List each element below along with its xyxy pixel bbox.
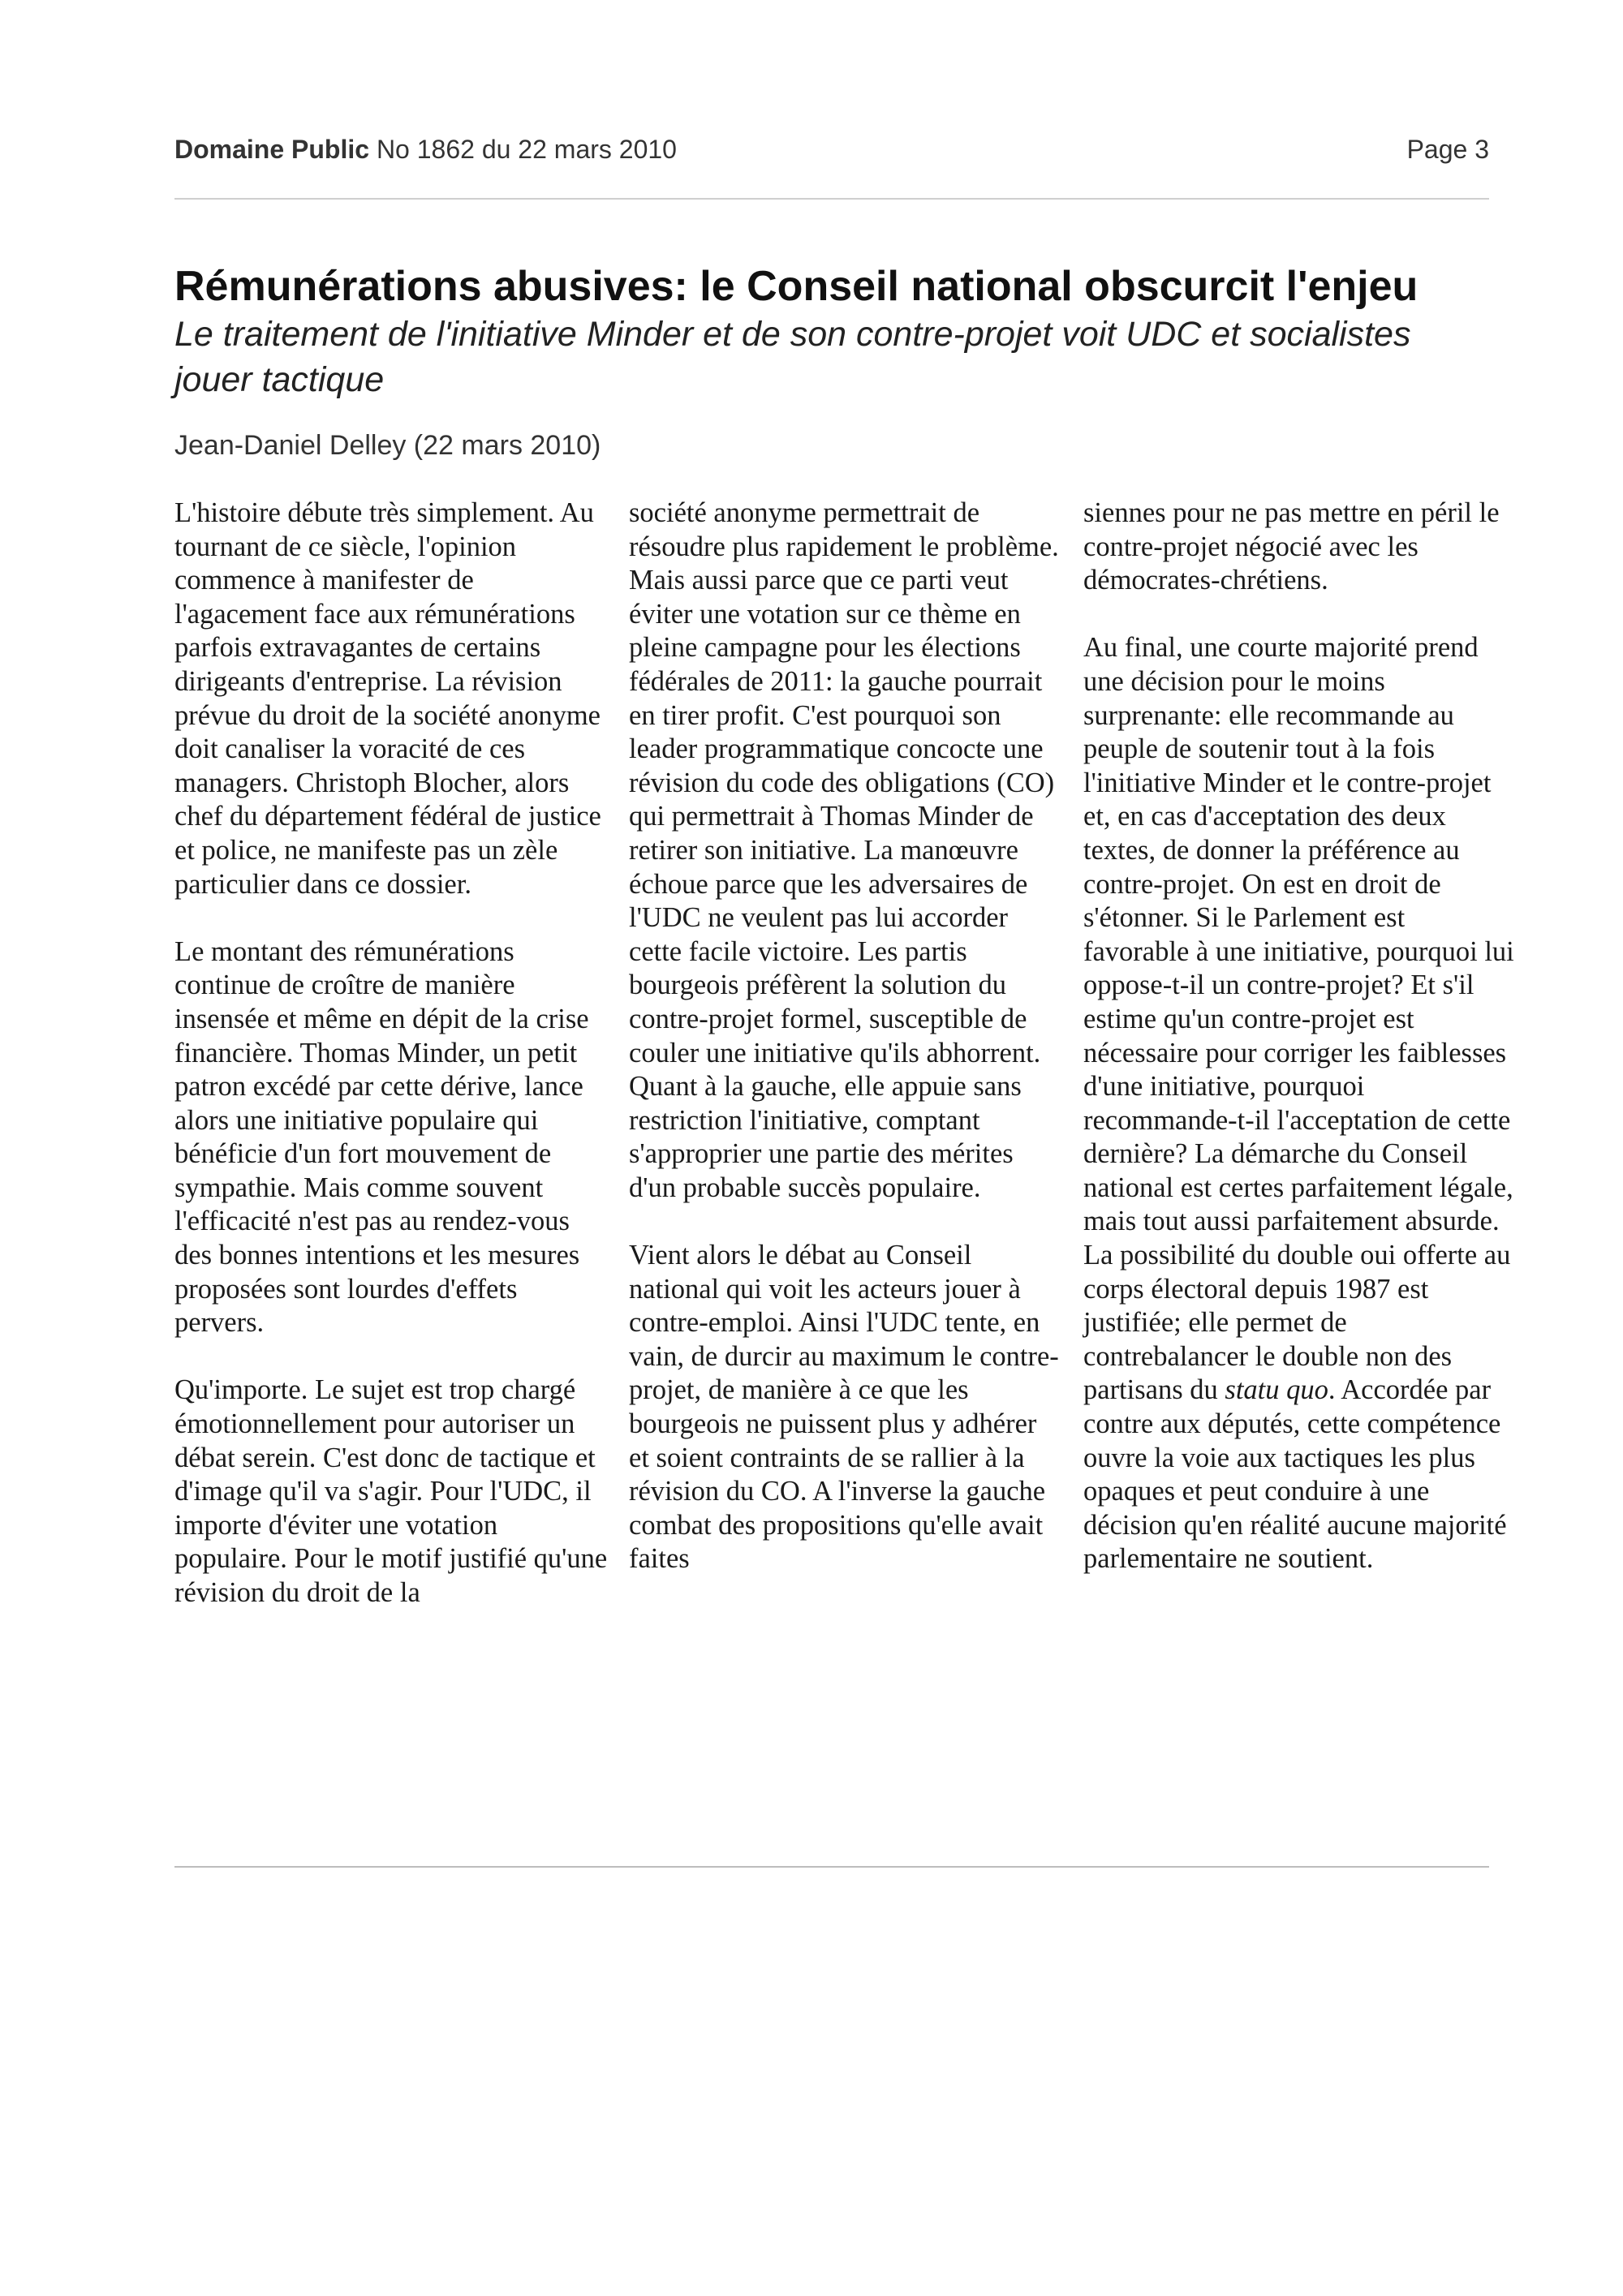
- header-divider: [174, 198, 1489, 200]
- paragraph: société anonyme permettrait de résoudre plus rapidement le problème. Mais aussi parce que ce parti veut éviter une votation sur ce thème en pleine campagne pour les élections fédérales de 2011: la gauche pourrait en tirer profit. C'est pourquoi son leader programmatique concocte une révision du code des obligations (CO) qui permettrait à Thomas Minder de retirer son initiative. La manœuvre échoue parce que les adversaires de l'UDC ne veulent pas lui accorder cette facile victoire. Les partis bourgeois préfèrent la solution du contre-projet formel, susceptible de couler une initiative qu'ils abhorrent. Quant à la gauche, elle appuie sans restriction l'initiative, comptant s'approprier une partie des mérites d'un probable succès populaire.: [629, 497, 1059, 1203]
- paragraph: [1083, 631, 1518, 1576]
- paragraph: Le montant des rémunérations continue de croître de manière insensée et même en dépit de la crise financière. Thomas Minder, un petit patron excédé par cette dérive, lance alors une initiative populaire qui bénéficie d'un fort mouvement de sympathie. Mais comme souvent l'efficacité n'est pas au rendez-vous des bonnes intentions et les mesures proposées sont lourdes d'effets pervers.: [174, 935, 589, 1339]
- header-left: [174, 135, 677, 165]
- issue-label: No 1862 du 22 mars 2010: [376, 135, 677, 164]
- column-1: [174, 497, 609, 1610]
- page-header: [174, 130, 1489, 170]
- paragraph: L'histoire débute très simplement. Au tournant de ce siècle, l'opinion commence à manifester de l'agacement face aux rémunérations parfois extravagantes de certains dirigeants d'entreprise. La révision prévue du droit de la société anonyme doit canaliser la voracité de ces managers. Christoph Blocher, alors chef du département fédéral de justice et police, ne manifeste pas un zèle particulier dans ce dossier.: [174, 497, 601, 900]
- article-title: Rémunérations abusives: le Conseil national obscurcit l'enjeu: [174, 263, 1419, 310]
- paragraph-text: . Accordée par contre aux députés, cette compétence ouvre la voie aux tactiques les plus opaques et peut conduire à une décision qu'en réalité aucune majorité parlementaire ne soutient.: [1083, 1374, 1507, 1575]
- publication-name: Domaine Public: [174, 135, 370, 164]
- paragraph: Vient alors le débat au Conseil national qui voit les acteurs jouer à contre-emploi. Ainsi l'UDC tente, en vain, de durcir au maximum le contre-projet, de manière à ce que les bourgeois ne puissent plus y adhérer et soient contraints de se rallier à la révision du CO. A l'inverse la gauche combat des propositions qu'elle avait faites: [629, 1240, 1059, 1575]
- footer-divider: [174, 1866, 1489, 1868]
- article-subtitle: Le traitement de l'initiative Minder et de son contre-projet voit UDC et socialistes jouer tactique: [174, 315, 1411, 399]
- article-byline: Jean-Daniel Delley (22 mars 2010): [174, 430, 601, 461]
- paragraph: siennes pour ne pas mettre en péril le contre-projet négocié avec les démocrates-chrétiens.: [1083, 497, 1500, 596]
- page-number: Page 3: [1406, 135, 1489, 164]
- paragraph-text: Au final, une courte majorité prend une décision pour le moins surprenante: elle recommande au peuple de soutenir tout à la fois l'initiative Minder et le contre-projet et, en cas d'acceptation des deux textes, de donner la préférence au contre-projet. On est en droit de s'étonner. Si le Parlement est favorable à une initiative, pourquoi lui oppose-t-il un contre-projet? Et s'il estime qu'un contre-projet est nécessaire pour corriger les faiblesses d'une initiative, pourquoi recommande-t-il l'acceptation de cette dernière? La démarche du Conseil national est certes parfaitement légale, mais tout aussi parfaitement absurde. La possibilité du double oui offerte au corps électoral depuis 1987 est justifiée; elle permet de contrebalancer le double non des partisans du: [1083, 632, 1514, 1406]
- italic-term: statu quo: [1225, 1374, 1328, 1406]
- column-3: [1083, 497, 1518, 1576]
- column-2: [629, 497, 1063, 1576]
- paragraph: Qu'importe. Le sujet est trop chargé émotionnellement pour autoriser un débat serein. C'est donc de tactique et d'image qu'il va s'agir. Pour l'UDC, il importe d'éviter une votation populaire. Pour le motif justifié qu'une révision du droit de la: [174, 1374, 608, 1608]
